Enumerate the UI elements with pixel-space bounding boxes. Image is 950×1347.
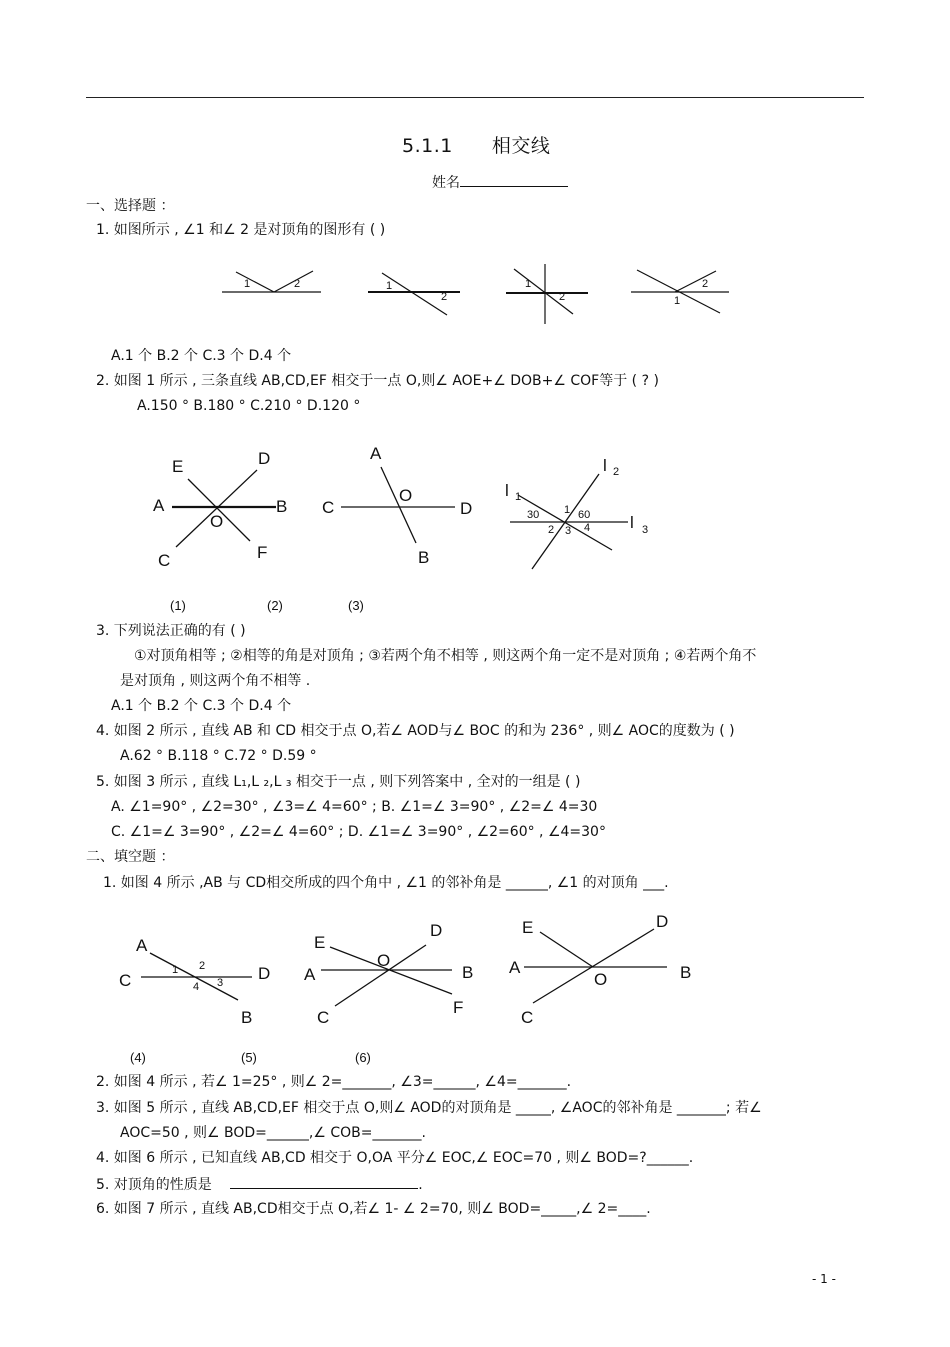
fill-q6: 6. 如图 7 所示 , 直线 AB,CD相交于点 O,若∠ 1- ∠ 2=70, 则∠ BOD=_____,∠ 2=____. <box>96 1201 651 1217</box>
fig4-label-D: D <box>258 964 271 983</box>
fig2-label-C: C <box>322 498 335 517</box>
fig6-label-E: E <box>522 918 534 937</box>
fig3-angle-1: 1 <box>564 504 571 516</box>
fig6-label-O: O <box>594 970 608 989</box>
section1-heading: 一、选择题 ： <box>86 198 175 214</box>
fig5-label-C: C <box>317 1008 330 1027</box>
q3-body-line1: ①对顶角相等 ; ②相等的角是对顶角 ; ③若两个角不相等 , 则这两个角一定不是对顶角 ; ④若两个角不 <box>134 648 757 664</box>
fig2-label-B: B <box>418 548 430 567</box>
q4-options: A.62 ° B.118 ° C.72 ° D.59 ° <box>120 748 317 764</box>
fig4-angle-3: 3 <box>217 977 224 989</box>
fig5-label-F: F <box>453 998 464 1017</box>
fig3-angle-60: 60 <box>578 509 591 521</box>
fill-q4: 4. 如图 6 所示 , 已知直线 AB,CD 相交于 O,OA 平分∠ EOC,∠ EOC=70 , 则∠ BOD=?______. <box>96 1150 694 1166</box>
q3-options: A.1 个 B.2 个 C.3 个 D.4 个 <box>111 698 292 714</box>
figure-6 <box>524 929 667 1003</box>
fig3-angle-4: 4 <box>584 522 591 534</box>
fig6-label-A: A <box>509 958 521 977</box>
q2-stem: 2. 如图 1 所示 , 三条直线 AB,CD,EF 相交于一点 O,则∠ AOE+∠ DOB+∠ COF等于 ( ? ) <box>96 373 659 389</box>
fill-q5-blank <box>230 1174 418 1189</box>
caption-4: (4) <box>130 1050 146 1065</box>
fig3-angle-30: 30 <box>527 509 540 521</box>
fig5-label-A: A <box>304 965 316 984</box>
q1-options: A.1 个 B.2 个 C.3 个 D.4 个 <box>111 348 292 364</box>
fig1-label-O: O <box>210 512 224 531</box>
fig4-label-B: B <box>241 1008 253 1027</box>
q1a-label-1: 1 <box>244 278 251 290</box>
fig6-label-C: C <box>521 1008 534 1027</box>
caption-3: (3) <box>348 598 364 613</box>
fig5-label-D: D <box>430 921 443 940</box>
fig1-label-E: E <box>172 457 184 476</box>
fig4-angle-2: 2 <box>199 960 206 972</box>
fig2-label-A: A <box>370 444 382 463</box>
fig3-label-l1-sub: 1 <box>515 491 522 503</box>
fig6-label-D: D <box>656 912 669 931</box>
fig4-angle-4: 4 <box>193 981 200 993</box>
page-number: - 1 - <box>812 1272 836 1286</box>
q1c-label-1: 1 <box>525 278 532 290</box>
q2-options: A.150 ° B.180 ° C.210 ° D.120 ° <box>137 398 361 414</box>
name-label: 姓名 <box>432 175 460 191</box>
fig1-label-A: A <box>153 496 165 515</box>
q3-stem: 3. 下列说法正确的有 ( ) <box>96 623 246 639</box>
q1b-label-1: 1 <box>386 280 393 292</box>
fig3-label-l3: l <box>630 513 634 532</box>
fig5-label-B: B <box>462 963 474 982</box>
fig5-label-E: E <box>314 933 326 952</box>
fill-q1: 1. 如图 4 所示 ,AB 与 CD相交所成的四个角中 , ∠1 的邻补角是 ______, ∠1 的对顶角 ___. <box>103 875 669 891</box>
fig1-label-F: F <box>257 543 268 562</box>
fig3-label-l2: l <box>603 456 607 475</box>
q1c-label-2: 2 <box>559 291 566 303</box>
fig2-label-D: D <box>460 499 473 518</box>
fig3-label-l3-sub: 3 <box>642 524 649 536</box>
q1a-label-2: 2 <box>294 278 301 290</box>
fill-q5: 5. 对顶角的性质是 . <box>96 1174 423 1194</box>
fill-q2: 2. 如图 4 所示 , 若∠ 1=25° , 则∠ 2=_______, ∠3=______, ∠4=_______. <box>96 1074 572 1090</box>
fig3-angle-3: 3 <box>565 525 572 537</box>
fill-q3-line1: 3. 如图 5 所示 , 直线 AB,CD,EF 相交于点 O,则∠ AOD的对顶角是 _____, ∠AOC的邻补角是 _______; 若∠ <box>96 1100 762 1116</box>
page-title: 5.1.1 相交线 <box>402 135 551 157</box>
fig1-label-C: C <box>158 551 171 570</box>
fig5-label-O: O <box>377 951 391 970</box>
fig3-angle-2: 2 <box>548 524 555 536</box>
section2-heading: 二、填空题 ： <box>86 849 175 865</box>
fill-q3-line2: AOC=50 , 则∠ BOD=______,∠ COB=_______. <box>120 1125 426 1141</box>
fig4-label-C: C <box>119 971 132 990</box>
q5-option-cd: C. ∠1=∠ 3=90° , ∠2=∠ 4=60° ; D. ∠1=∠ 3=90° , ∠2=60° , ∠4=30° <box>111 824 606 840</box>
caption-6: (6) <box>355 1050 371 1065</box>
q1d-label-2: 2 <box>702 278 709 290</box>
q5-stem: 5. 如图 3 所示 , 直线 L₁,L ₂,L ₃ 相交于一点 , 则下列答案中 , 全对的一组是 ( ) <box>96 774 581 790</box>
q1-stem: 1. 如图所示 , ∠1 和∠ 2 是对顶角的图形有 ( ) <box>96 222 386 238</box>
q4-stem: 4. 如图 2 所示 , 直线 AB 和 CD 相交于点 O,若∠ AOD与∠ BOC 的和为 236° , 则∠ AOC的度数为 ( ) <box>96 723 735 739</box>
q1d-label-1: 1 <box>674 295 681 307</box>
fig4-label-A: A <box>136 936 148 955</box>
fig1-label-D: D <box>258 449 271 468</box>
caption-2: (2) <box>267 598 283 613</box>
fig2-label-O: O <box>399 486 413 505</box>
fill-q5-label: 5. 对顶角的性质是 <box>96 1177 212 1193</box>
q3-body-line2: 是对顶角 , 则这两个角不相等 . <box>120 673 311 689</box>
fig3-label-l1: l <box>505 481 509 500</box>
q5-option-ab: A. ∠1=90° , ∠2=30° , ∠3=∠ 4=60° ; B. ∠1=∠ 3=90° , ∠2=∠ 4=30 <box>111 799 598 815</box>
caption-5: (5) <box>241 1050 257 1065</box>
fig6-label-B: B <box>680 963 692 982</box>
caption-1: (1) <box>170 598 186 613</box>
fig1-label-B: B <box>276 497 288 516</box>
fig3-label-l2-sub: 2 <box>613 466 620 478</box>
fig4-angle-1: 1 <box>172 964 179 976</box>
q1b-label-2: 2 <box>441 291 448 303</box>
